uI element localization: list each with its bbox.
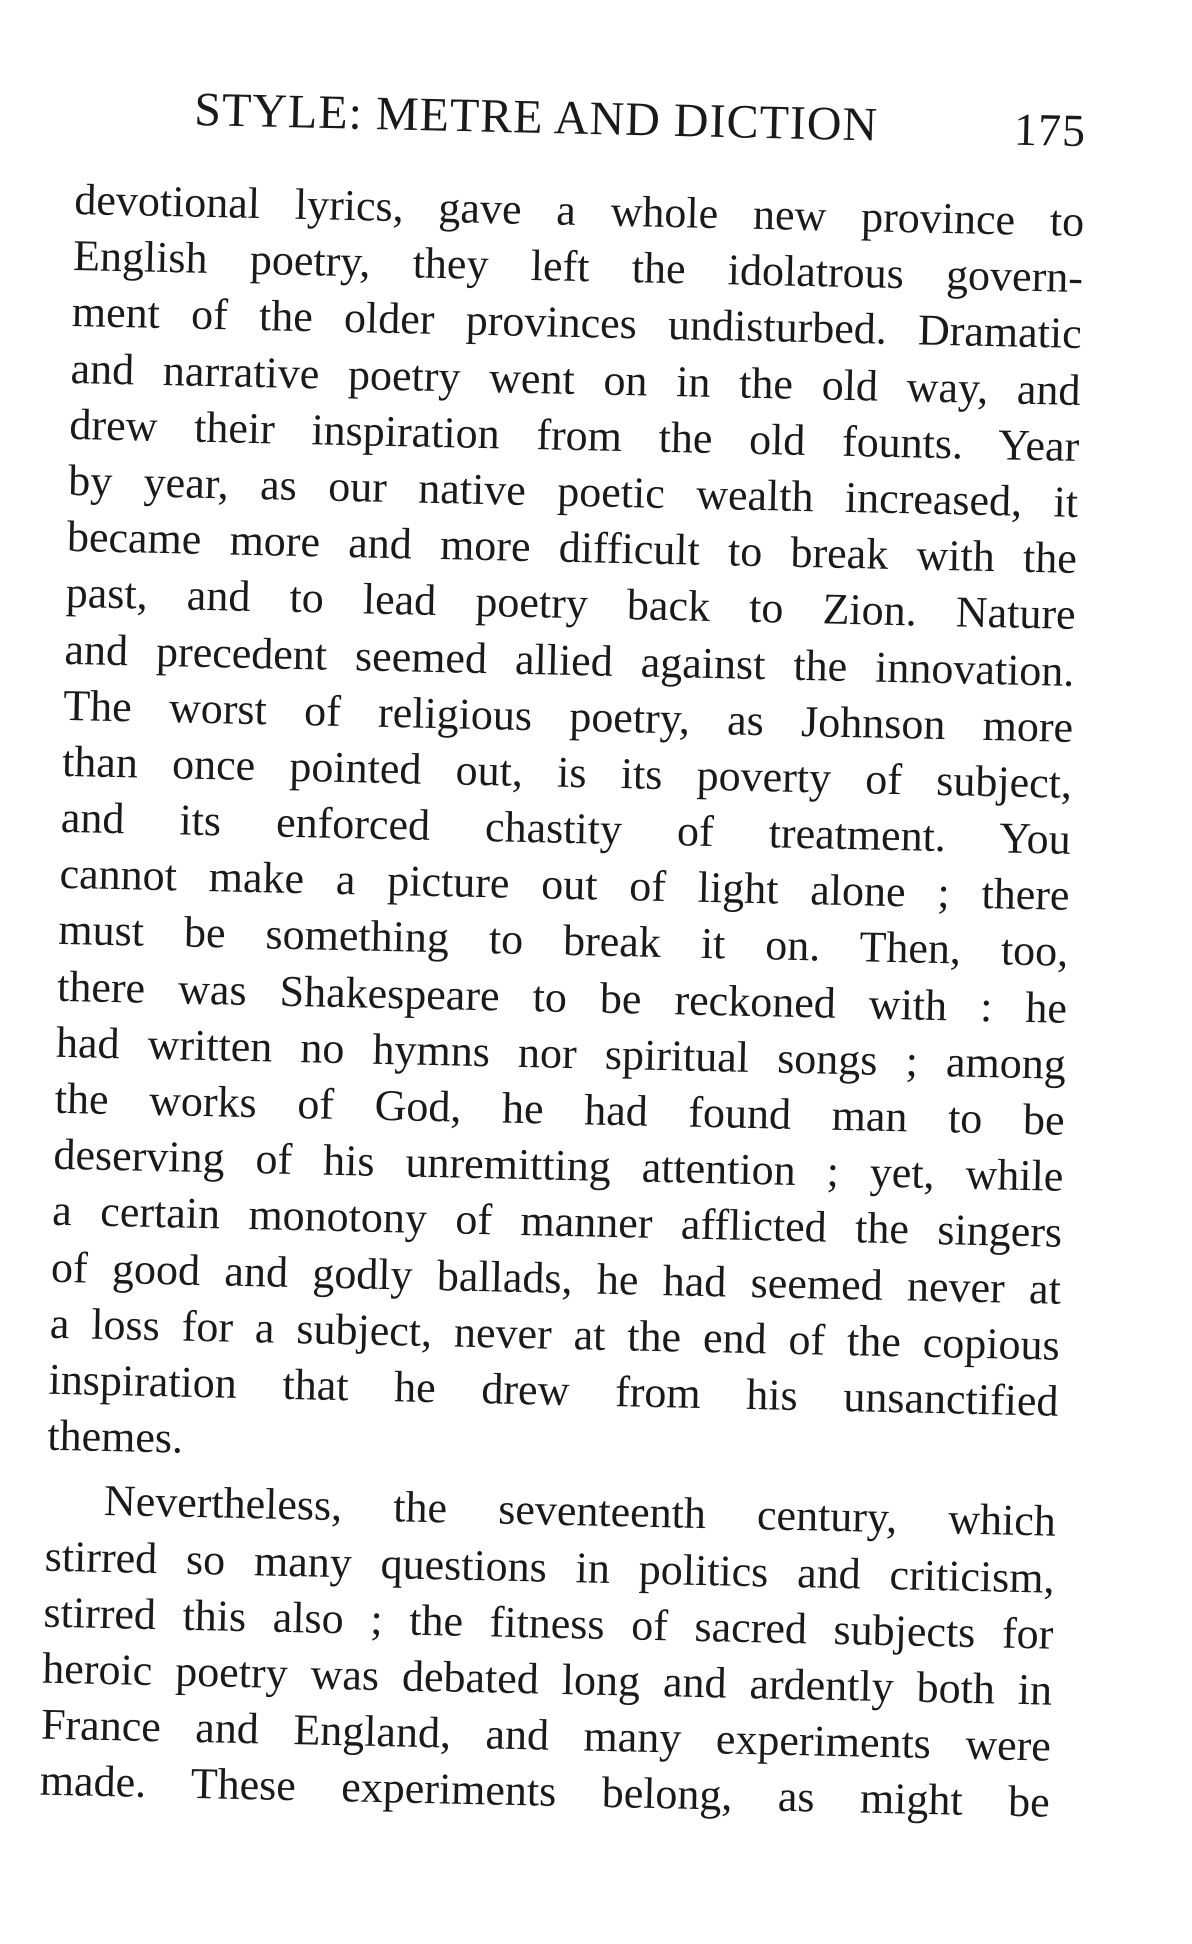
text-line: the works of God, he had found man to be <box>54 1073 1066 1145</box>
text-line: had written no hymns nor spiritual songs ; among <box>55 1017 1067 1089</box>
text-line: past, and to lead poetry back to Zion. Nature <box>65 568 1077 640</box>
body-text <box>39 172 1084 1831</box>
text-line: inspiration that he drew from his unsanctified <box>48 1354 1059 1426</box>
text-line: themes. <box>46 1410 184 1463</box>
page-number: 175 <box>1013 103 1087 157</box>
text-line: and its enforced chastity of treatment. You <box>60 792 1072 864</box>
text-line: heroic poetry was debated long and ardently both in <box>41 1643 1053 1715</box>
text-line: The worst of religious poetry, as Johnson more <box>62 680 1074 752</box>
text-line: there was Shakespeare to be reckoned with : he <box>56 961 1068 1033</box>
text-line: English poetry, they left the idolatrous govern- <box>72 231 1084 303</box>
text-line: must be something to break it on. Then, too, <box>57 905 1069 977</box>
text-line: and precedent seemed allied against the innovation. <box>64 624 1075 696</box>
text-line: a loss for a subject, never at the end of the copious <box>49 1298 1061 1370</box>
running-header <box>194 82 1095 162</box>
text-line: devotional lyrics, gave a whole new province to <box>73 174 1085 247</box>
text-line: deserving of his unremitting attention ; yet, while <box>53 1129 1064 1201</box>
text-line: of good and godly ballads, he had seemed never at <box>50 1242 1062 1314</box>
text-line: cannot make a picture out of light alone ; there <box>59 849 1070 921</box>
text-line: stirred this also ; the fitness of sacred subjects for <box>43 1587 1054 1659</box>
text-line: ment of the older provinces undisturbed. Dramatic <box>71 287 1083 359</box>
paragraph <box>47 172 1085 1486</box>
text-line: a certain monotony of manner afflicted the singers <box>51 1186 1063 1258</box>
text-line: by year, as our native poetic wealth increased, it <box>67 455 1079 527</box>
paragraph <box>39 1472 1056 1831</box>
text-line: Nevertheless, the seventeenth century, which <box>103 1476 1057 1547</box>
running-title: STYLE: METRE AND DICTION <box>193 82 879 152</box>
text-line: stirred so many questions in politics and criticism, <box>44 1531 1056 1603</box>
text-line: France and England, and many experiments were <box>40 1699 1052 1771</box>
text-line: drew their inspiration from the old founts. Year <box>68 399 1080 471</box>
text-line: than once pointed out, is its poverty of subject, <box>61 736 1073 808</box>
text-line: and narrative poetry went on in the old way, and <box>70 343 1082 415</box>
text-line: became more and more difficult to break with the <box>66 512 1078 584</box>
text-line: made. These experiments belong, as might be <box>39 1755 1051 1827</box>
